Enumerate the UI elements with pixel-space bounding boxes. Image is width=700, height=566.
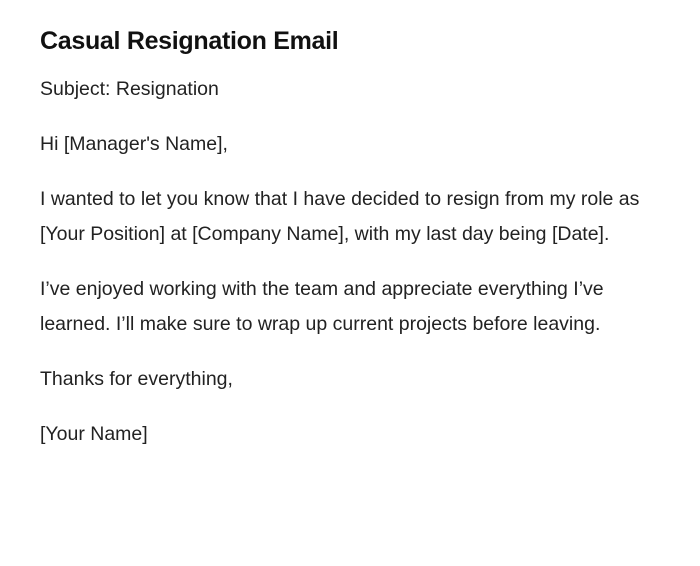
email-closing: Thanks for everything, bbox=[40, 368, 233, 390]
email-paragraph-2: I’ve enjoyed working with the team and appreciate everything I’ve learned. I’ll make sure to wrap up current projects before leaving. bbox=[40, 278, 604, 335]
email-document bbox=[40, 24, 660, 472]
email-signature: [Your Name] bbox=[40, 423, 148, 445]
document-title: Casual Resignation Email bbox=[40, 27, 339, 55]
email-paragraph-1: I wanted to let you know that I have decided to resign from my role as [Your Position] at [Company Name], with my last day being [Date]. bbox=[40, 188, 640, 245]
email-greeting: Hi [Manager's Name], bbox=[40, 133, 228, 155]
email-subject: Subject: Resignation bbox=[40, 78, 219, 100]
